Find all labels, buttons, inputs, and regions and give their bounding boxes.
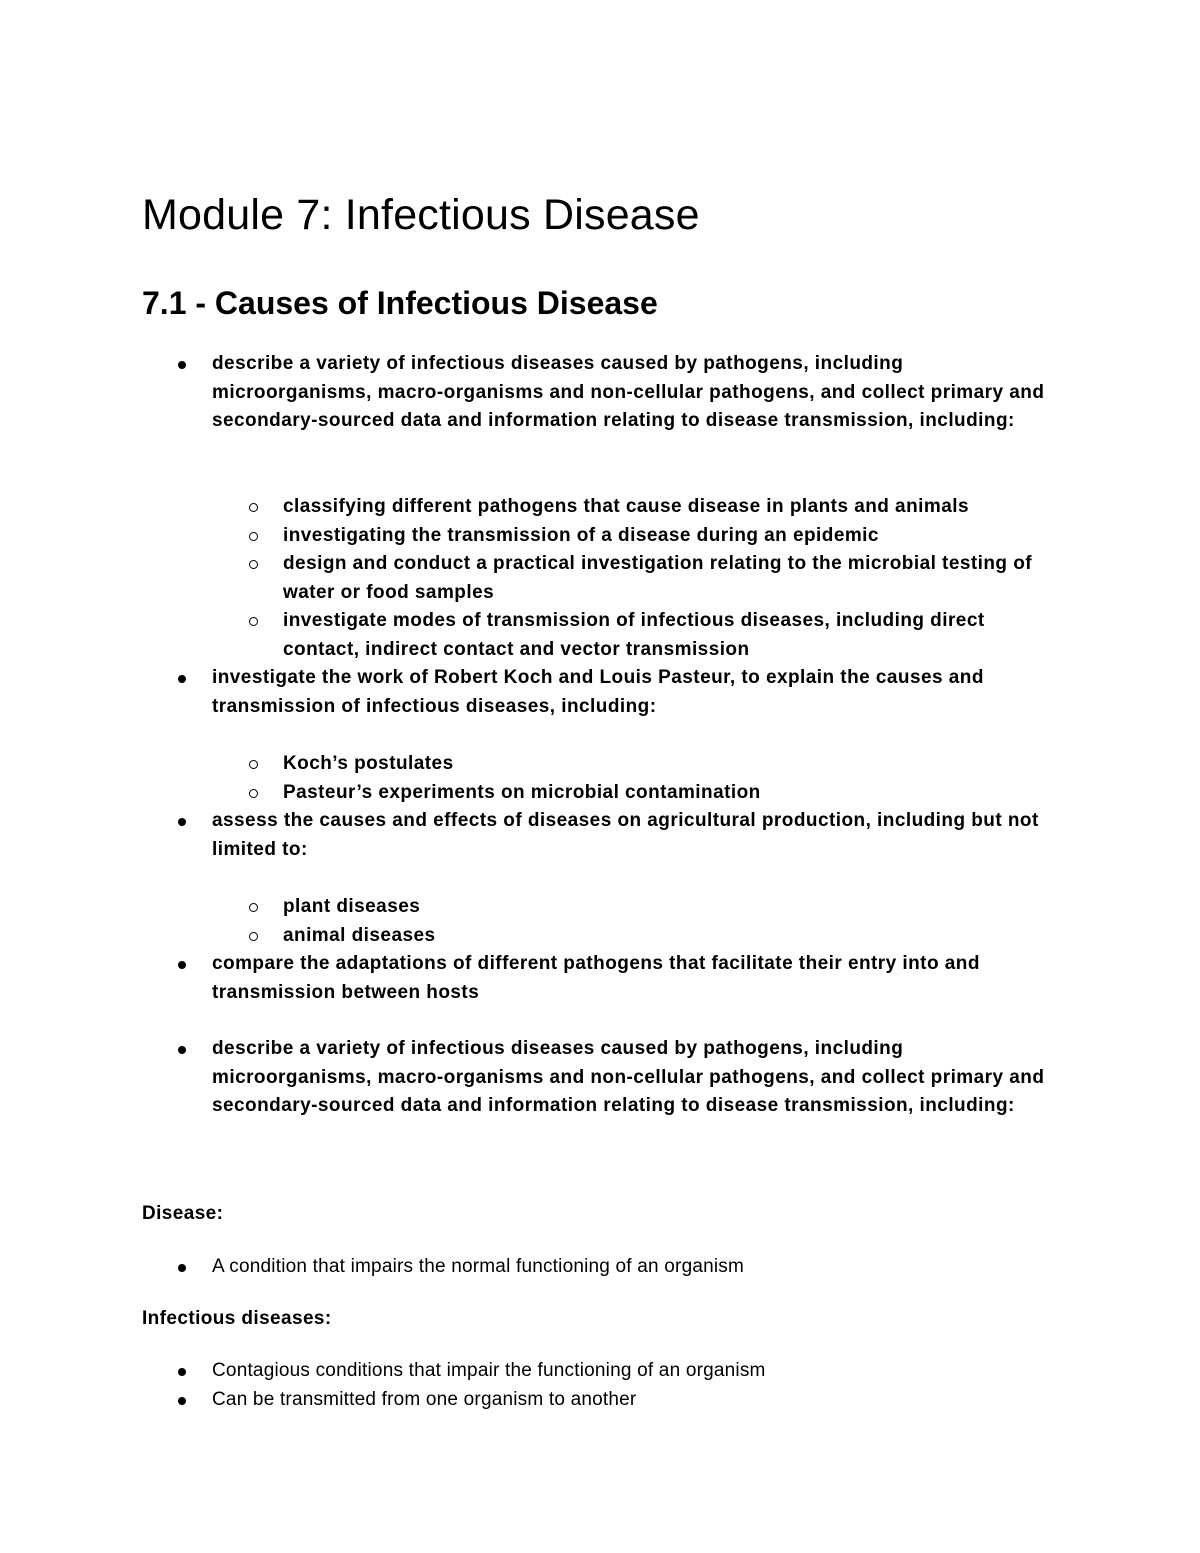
sub-list-item xyxy=(142,522,1062,551)
hollow-bullet-icon xyxy=(249,789,258,798)
sub-list-item-text: investigating the transmission of a disease during an epidemic xyxy=(283,524,879,546)
syllabus-block-5 xyxy=(142,1035,1062,1121)
sub-list-item xyxy=(142,922,1062,951)
hollow-bullet-icon xyxy=(249,503,258,512)
sub-list-item-text: Koch’s postulates xyxy=(283,753,454,774)
section-heading: 7.1 - Causes of Infectious Disease xyxy=(142,285,658,321)
page-title: Module 7: Infectious Disease xyxy=(142,191,700,239)
sub-list-item xyxy=(142,750,1062,779)
sub-list-item xyxy=(142,893,1062,922)
hollow-bullet-icon xyxy=(249,617,258,626)
list-item-text: describe a variety of infectious diseases caused by pathogens, including microorganisms, macro-organisms and non-cellular pathogens, and collect primary and secondary-sourced data and information relating to disease transmission, including: xyxy=(212,353,1045,431)
syllabus-sublist-2 xyxy=(142,750,1062,864)
list-item xyxy=(142,807,1062,864)
disease-label: Disease: xyxy=(142,1203,224,1224)
sub-list-item xyxy=(142,607,1062,664)
sub-list-item-text: plant diseases xyxy=(283,896,421,917)
sub-list-item-text: design and conduct a practical investigation relating to the microbial testing of water or food samples xyxy=(283,553,1033,603)
sub-list-item xyxy=(142,779,1062,808)
sub-list-item xyxy=(142,550,1062,607)
list-item xyxy=(142,1357,1062,1386)
list-item-text: A condition that impairs the normal functioning of an organism xyxy=(212,1256,745,1277)
list-item xyxy=(142,1253,1062,1282)
hollow-bullet-icon xyxy=(249,903,258,912)
bullet-icon xyxy=(178,675,186,683)
bullet-icon xyxy=(178,1046,186,1054)
bullet-icon xyxy=(178,1264,186,1272)
infectious-points xyxy=(142,1357,1062,1414)
syllabus-sublist-1 xyxy=(142,493,1062,721)
syllabus-sublist-3 xyxy=(142,893,1062,1007)
bullet-icon xyxy=(178,961,186,969)
list-item-text: investigate the work of Robert Koch and Louis Pasteur, to explain the causes and transmission of infectious diseases, including: xyxy=(212,667,984,717)
sub-list-item-text: investigate modes of transmission of infectious diseases, including direct contact, indirect contact and vector transmission xyxy=(283,610,985,660)
syllabus-block-1 xyxy=(142,350,1062,436)
list-item-text: Can be transmitted from one organism to another xyxy=(212,1388,637,1410)
list-item xyxy=(142,1035,1062,1121)
list-item xyxy=(142,950,1062,1007)
bullet-icon xyxy=(178,818,186,826)
disease-points xyxy=(142,1253,1062,1282)
bullet-icon xyxy=(178,361,186,369)
hollow-bullet-icon xyxy=(249,760,258,769)
bullet-icon xyxy=(178,1368,186,1376)
sub-list-item-text: classifying different pathogens that cause disease in plants and animals xyxy=(283,496,969,517)
list-item xyxy=(142,350,1062,436)
sub-list-item-text: Pasteur’s experiments on microbial contamination xyxy=(283,781,761,803)
list-item xyxy=(142,1386,1062,1415)
list-item-text: Contagious conditions that impair the functioning of an organism xyxy=(212,1360,766,1381)
hollow-bullet-icon xyxy=(249,560,258,569)
list-item-text: compare the adaptations of different pathogens that facilitate their entry into and transmission between hosts xyxy=(212,953,980,1003)
list-item-text: describe a variety of infectious diseases caused by pathogens, including microorganisms, macro-organisms and non-cellular pathogens, and collect primary and secondary-sourced data and information relating to disease transmission, including: xyxy=(212,1038,1045,1116)
list-item xyxy=(142,664,1062,721)
list-item-text: assess the causes and effects of diseases on agricultural production, including but not limited to: xyxy=(212,810,1039,860)
sub-list-item-text: animal diseases xyxy=(283,924,436,946)
sub-list-item xyxy=(142,493,1062,522)
infectious-diseases-label: Infectious diseases: xyxy=(142,1308,332,1329)
hollow-bullet-icon xyxy=(249,932,258,941)
bullet-icon xyxy=(178,1397,186,1405)
hollow-bullet-icon xyxy=(249,532,258,541)
